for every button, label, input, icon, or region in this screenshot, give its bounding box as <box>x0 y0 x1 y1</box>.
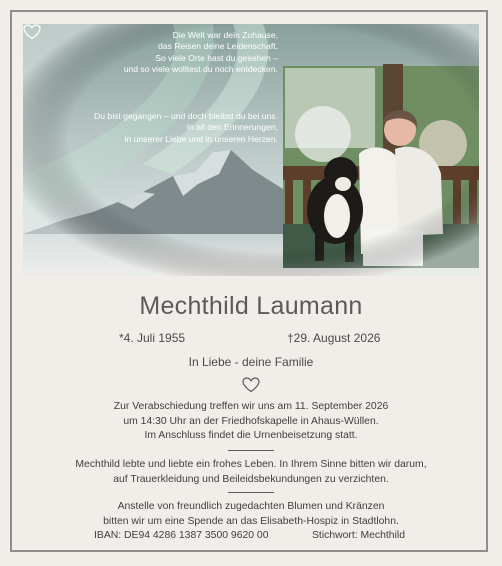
divider <box>228 492 274 493</box>
deceased-name: Mechthild Laumann <box>139 292 363 320</box>
text-line: um 14:30 Uhr an der Friedhofskapelle in Ahaus-Wüllen. <box>123 415 379 427</box>
verse-line: das Reisen deine Leidenschaft. <box>158 41 278 52</box>
heart-icon <box>242 377 260 393</box>
verse-line: in unserer Liebe und in unseren Herzen. <box>124 133 278 144</box>
text-line: Mechthild lebte und liebte ein frohes Leben. In Ihrem Sinne bitten wir darum, <box>75 459 427 470</box>
text-line: bitten wir um eine Spende an das Elisabeth-Hospiz in Stadtlohn. <box>103 515 399 527</box>
verse-line: und so viele wolltest du noch entdecken. <box>123 64 278 75</box>
farewell-paragraph <box>0 400 502 444</box>
birth-date: *4. Juli 1955 <box>119 331 186 345</box>
text-line: Zur Verabschiedung treffen wir uns am 11. September 2026 <box>113 401 389 412</box>
text-line: Im Anschluss findet die Urnenbeisetzung statt. <box>144 430 358 441</box>
family-signature: In Liebe - deine Familie <box>188 355 314 369</box>
divider <box>228 450 274 451</box>
verse-line: Du bist gegangen – und doch bleibst du bei uns. <box>94 111 278 121</box>
hero-image <box>23 24 479 276</box>
verse-line: In all den Erinnerungen, <box>186 122 278 133</box>
iban-text: IBAN: DE94 4286 1387 3500 9620 00 <box>94 530 269 541</box>
text-line: Anstelle von freundlich zugedachten Blumen und Kränzen <box>117 501 385 512</box>
verse-part2 <box>46 111 278 145</box>
donation-paragraph <box>0 500 502 529</box>
death-date: †29. August 2026 <box>287 331 381 345</box>
verse-line: So viele Orte hast du gesehen – <box>155 52 278 63</box>
verse-part1 <box>46 30 278 76</box>
verse-line: Die Welt war dein Zuhause, <box>172 30 278 40</box>
text-line: auf Trauerkleidung und Beileidsbekundungen zu verzichten. <box>113 473 389 485</box>
wish-paragraph <box>0 458 502 487</box>
heart-icon <box>23 24 41 40</box>
keyword-text: Stichwort: Mechthild <box>312 530 405 541</box>
